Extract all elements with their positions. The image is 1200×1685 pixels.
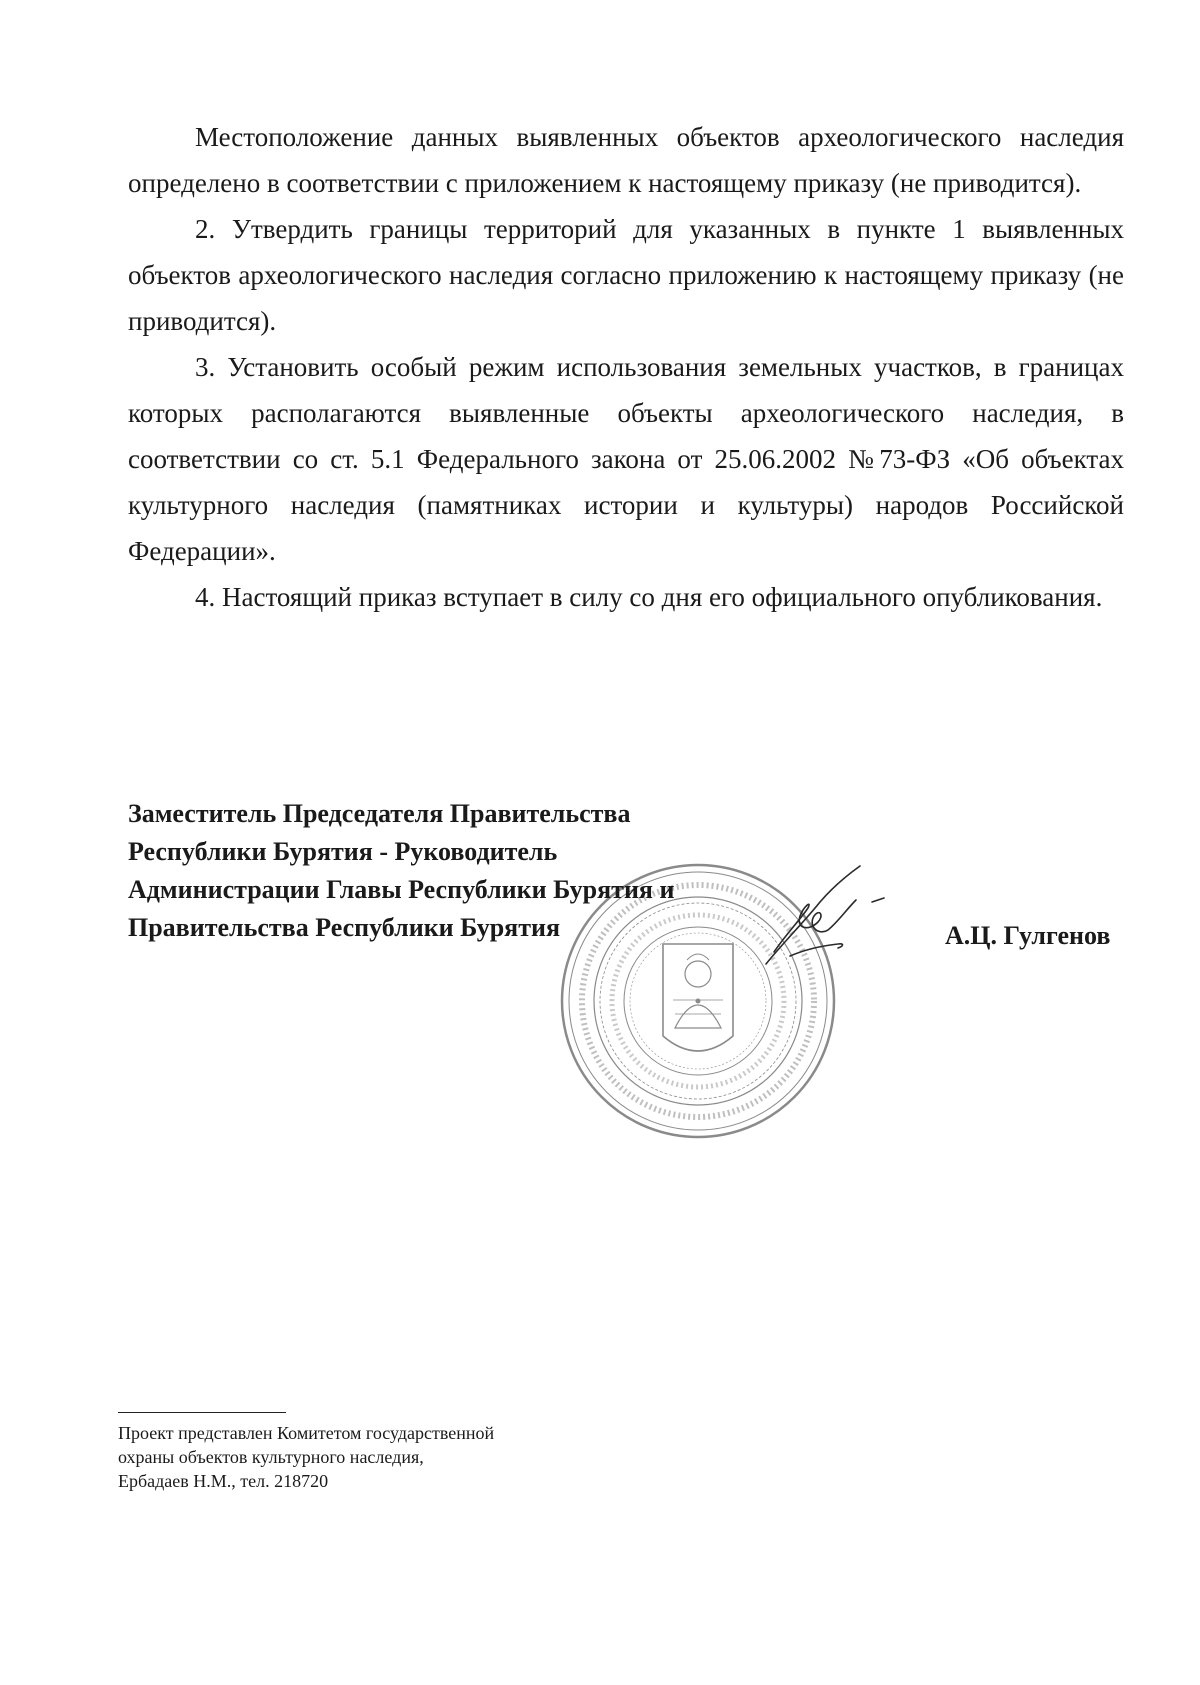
footnote-line: Ербадаев Н.М., тел. 218720: [118, 1471, 329, 1491]
footnote-line: охраны объектов культурного наследия,: [118, 1447, 424, 1467]
handwritten-signature-icon: [760, 860, 910, 990]
paragraph-item-3: 3. Установить особый режим использования земельных участков, в границах которых располагаются выявленные объекты археологического наследия, в соответствии со ст. 5.1 Федерального закона от 25.06.2002 №73-ФЗ «Об объектах культурного наследия (памятниках истории и культуры) народов Российской Федерации».: [128, 352, 1124, 566]
signatory-position-line: Республики Бурятия - Руководитель: [128, 837, 558, 866]
signatory-position-line: Правительства Республики Бурятия: [128, 913, 561, 942]
footnote-line: Проект представлен Комитетом государственной: [118, 1423, 495, 1443]
signatory-position-line: Заместитель Председателя Правительства: [128, 799, 631, 828]
paragraph-item-2: 2. Утвердить границы территорий для указанных в пункте 1 выявленных объектов археологического наследия согласно приложению к настоящему приказу (не приводится).: [128, 214, 1124, 336]
footnote-divider: [118, 1412, 286, 1413]
signatory-position: [128, 795, 674, 947]
footnote: [118, 1421, 494, 1493]
paragraph-item-4: 4. Настоящий приказ вступает в силу со дня его официального опубликования.: [195, 582, 1103, 612]
paragraph-location: Местоположение данных выявленных объектов археологического наследия определено в соответствии с приложением к настоящему приказу (не приводится).: [128, 122, 1124, 198]
signatory-position-line: Администрации Главы Республики Бурятия и: [128, 875, 675, 904]
signatory-name: А.Ц. Гулгенов: [945, 921, 1111, 950]
